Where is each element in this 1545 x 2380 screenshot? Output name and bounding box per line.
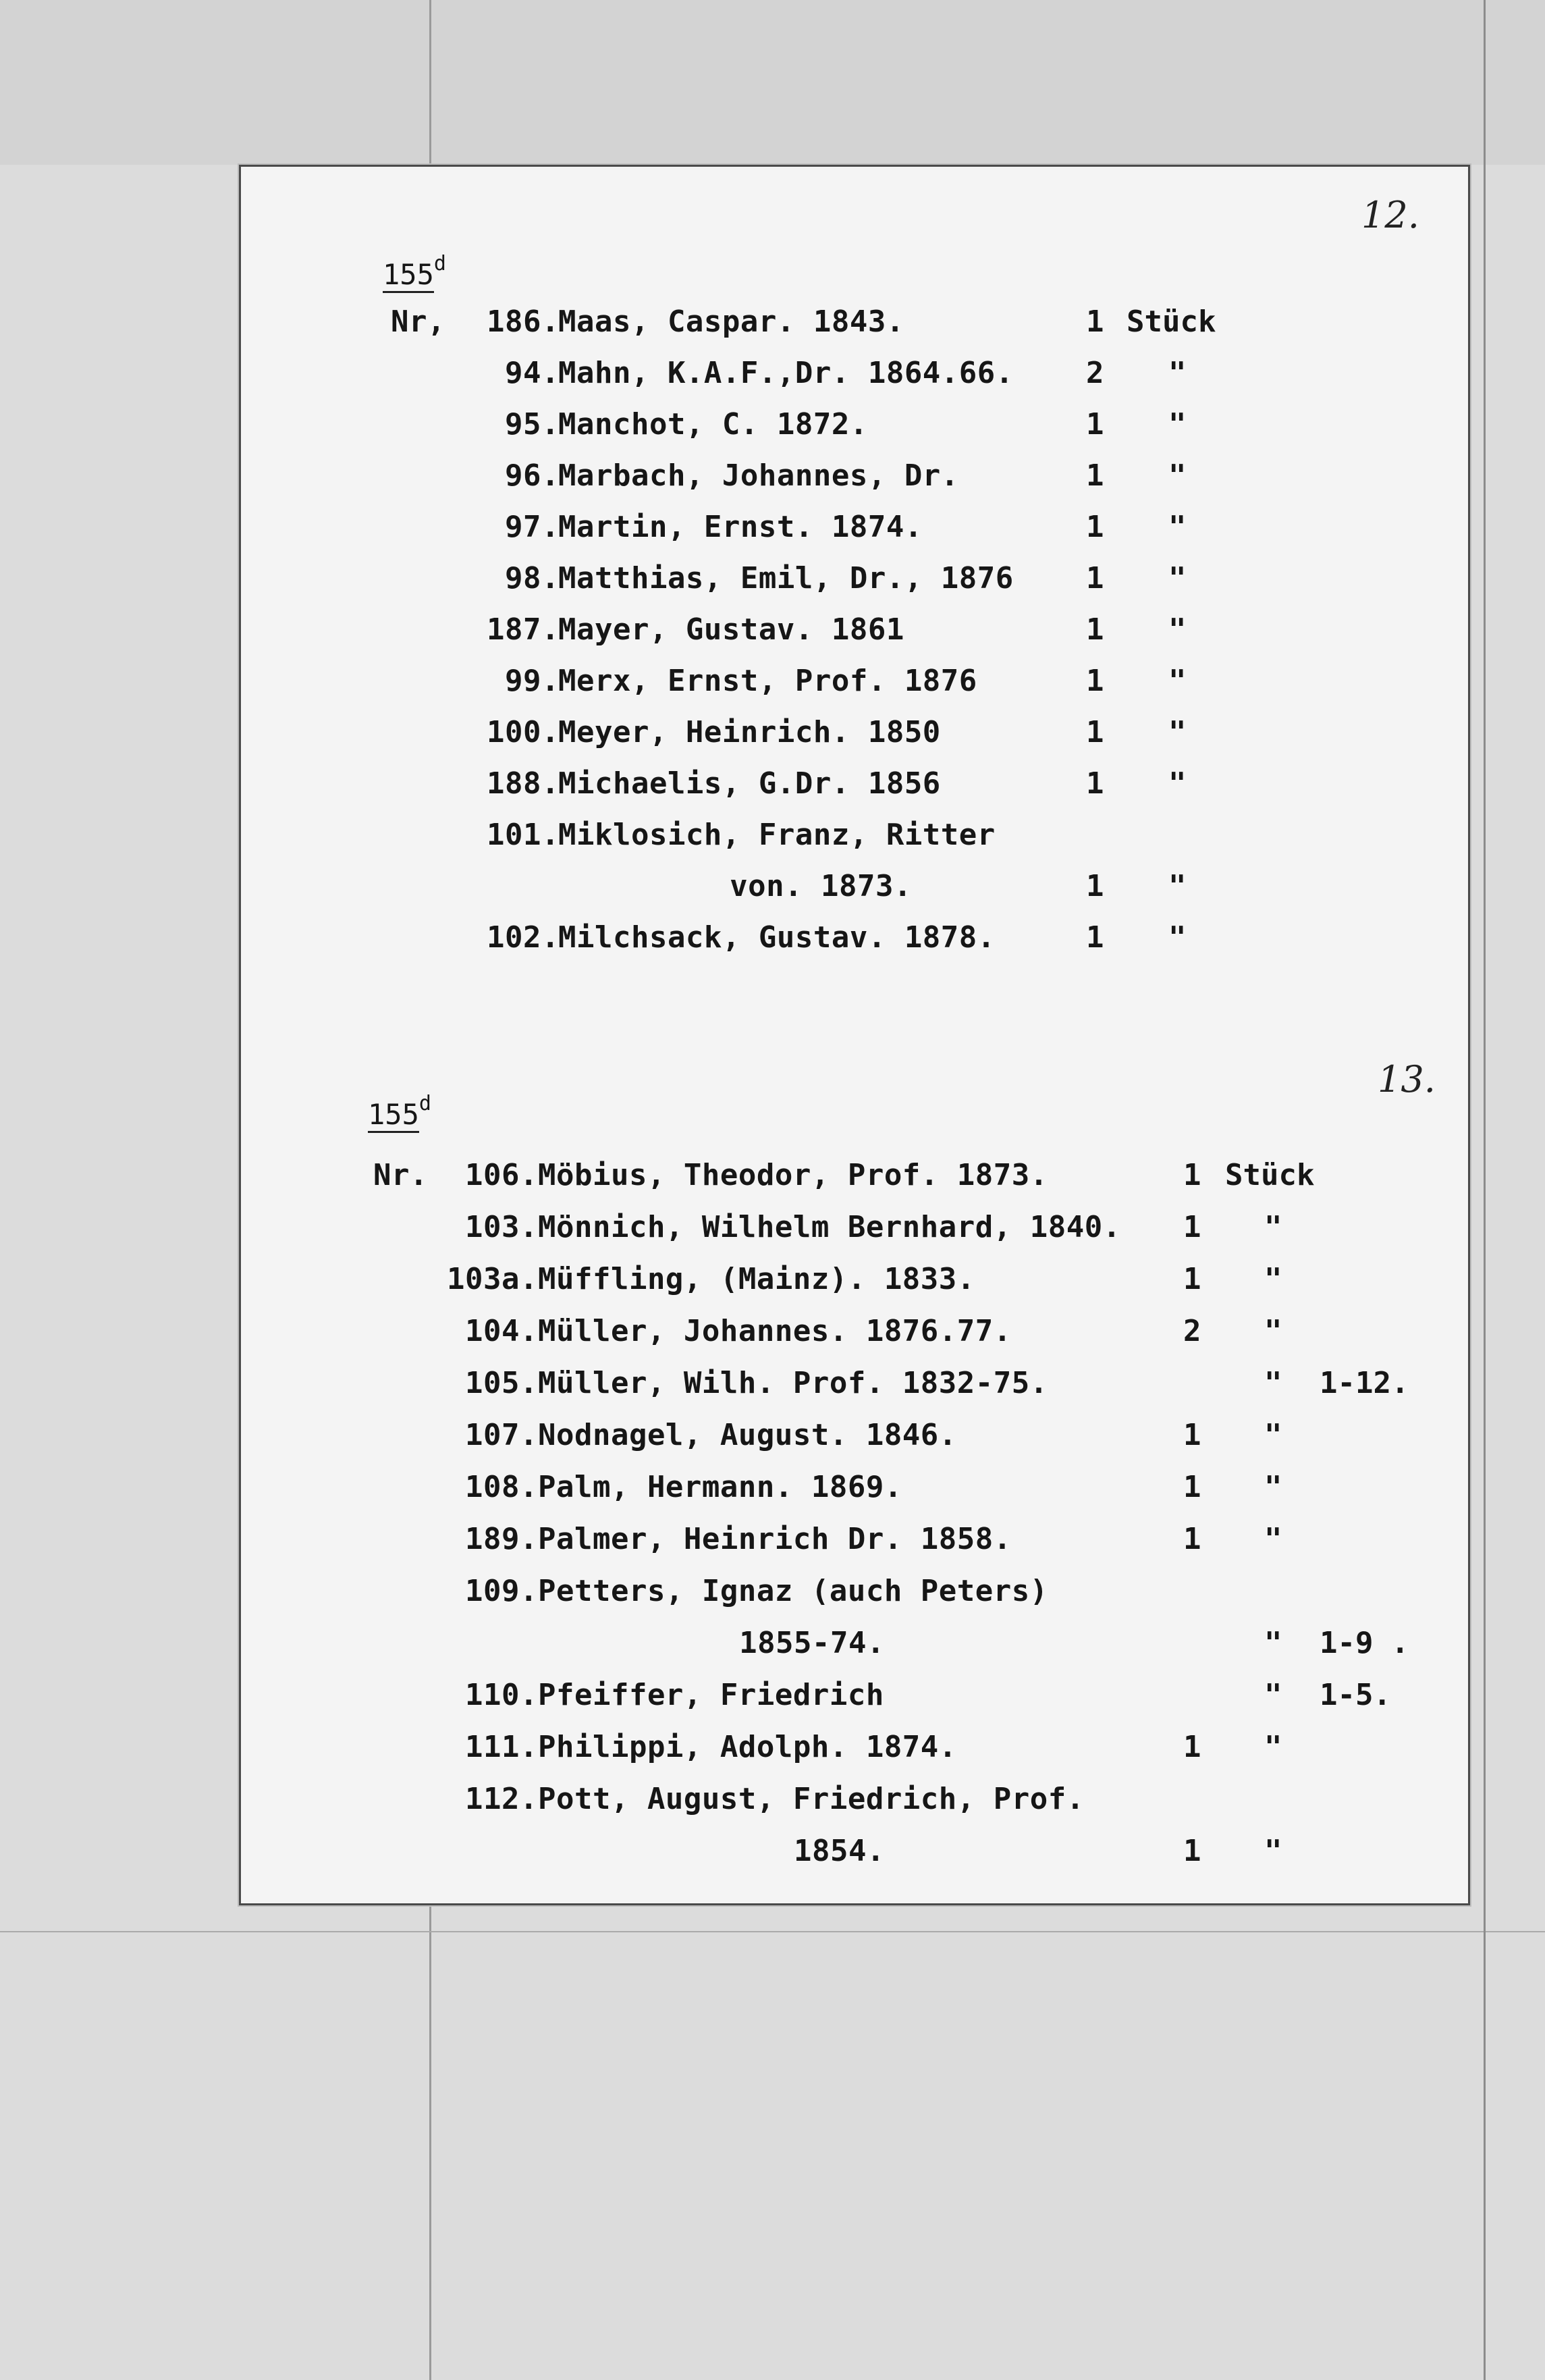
- nr-label: Nr.: [373, 1158, 428, 1192]
- entry-range: 1-5.: [1320, 1678, 1391, 1712]
- page-number-12: 12.: [1361, 194, 1419, 236]
- entry-number: 187.: [487, 612, 560, 647]
- entry-number: 108.: [465, 1470, 538, 1504]
- entry-number: 111.: [465, 1730, 538, 1764]
- entry-text: Petters, Ignaz (auch Peters): [538, 1574, 1048, 1608]
- signature-base: 155: [383, 258, 434, 293]
- entry-text: Palmer, Heinrich Dr. 1858.: [538, 1522, 1012, 1556]
- entry-number: 188.: [487, 766, 560, 801]
- entry-text-continued: 1855-74.: [739, 1626, 885, 1660]
- entry-text: Pfeiffer, Friedrich: [538, 1678, 884, 1712]
- signature-base: 155: [368, 1098, 419, 1133]
- entry-number: 99.: [505, 664, 560, 698]
- entry-count: 1: [1183, 1262, 1201, 1296]
- entry-count: 1: [1086, 869, 1104, 903]
- entry-number: 189.: [465, 1522, 538, 1556]
- entry-number: 107.: [465, 1418, 538, 1452]
- unit-label: Stück: [1127, 305, 1216, 339]
- entry-count: 1: [1183, 1730, 1201, 1764]
- ditto-mark: ": [1168, 407, 1187, 442]
- ditto-mark: ": [1168, 510, 1187, 544]
- entry-count: 1: [1086, 458, 1104, 493]
- entry-count: 1: [1183, 1210, 1201, 1244]
- ditto-mark: ": [1168, 766, 1187, 801]
- entry-text: Müffling, (Mainz). 1833.: [538, 1262, 975, 1296]
- ditto-mark: ": [1168, 356, 1187, 390]
- signature-sup: d: [418, 1092, 431, 1115]
- ditto-mark: ": [1168, 612, 1187, 647]
- entry-number: 106.: [465, 1158, 538, 1192]
- entry-text: Matthias, Emil, Dr., 1876: [558, 561, 1014, 596]
- entry-text: Nodnagel, August. 1846.: [538, 1418, 957, 1452]
- ditto-mark: ": [1264, 1262, 1282, 1296]
- entry-number: 103a.: [447, 1262, 538, 1296]
- entry-count: 1: [1183, 1158, 1201, 1192]
- ditto-mark: ": [1264, 1626, 1282, 1660]
- entry-text: Mahn, K.A.F.,Dr. 1864.66.: [558, 356, 1014, 390]
- entry-text: Mönnich, Wilhelm Bernhard, 1840.: [538, 1210, 1121, 1244]
- shelf-signature: [383, 252, 446, 291]
- entry-number: 110.: [465, 1678, 538, 1712]
- entry-text: Maas, Caspar. 1843.: [558, 305, 904, 339]
- entry-range: 1-12.: [1320, 1366, 1409, 1400]
- ditto-mark: ": [1264, 1834, 1282, 1868]
- ditto-mark: ": [1264, 1730, 1282, 1764]
- entry-count: 2: [1183, 1314, 1201, 1348]
- background-right-edge: [1484, 0, 1486, 2380]
- background-fold-line: [429, 1905, 431, 2380]
- background-edge-line: [0, 1931, 1545, 1932]
- entry-count: 1: [1086, 407, 1104, 442]
- entry-number: 112.: [465, 1782, 538, 1816]
- entry-number: 95.: [505, 407, 560, 442]
- entry-text: Merx, Ernst, Prof. 1876: [558, 664, 977, 698]
- entry-text: Palm, Hermann. 1869.: [538, 1470, 902, 1504]
- entry-text: Philippi, Adolph. 1874.: [538, 1730, 957, 1764]
- entry-text: Marbach, Johannes, Dr.: [558, 458, 959, 493]
- ditto-mark: ": [1264, 1314, 1282, 1348]
- entry-number: 109.: [465, 1574, 538, 1608]
- background-fold-line: [429, 0, 431, 165]
- unit-label: Stück: [1225, 1158, 1315, 1192]
- entry-number: 96.: [505, 458, 560, 493]
- entry-number: 102.: [487, 920, 560, 955]
- ditto-mark: ": [1168, 715, 1187, 749]
- entry-count: 1: [1086, 612, 1104, 647]
- ditto-mark: ": [1168, 561, 1187, 596]
- entry-count: 1: [1086, 715, 1104, 749]
- ditto-mark: ": [1168, 869, 1187, 903]
- entry-count: 1: [1086, 561, 1104, 596]
- page-number-13: 13.: [1378, 1058, 1436, 1101]
- entry-text: Michaelis, G.Dr. 1856: [558, 766, 941, 801]
- entry-number: 94.: [505, 356, 560, 390]
- ditto-mark: ": [1264, 1470, 1282, 1504]
- entry-range: 1-9 .: [1320, 1626, 1409, 1660]
- entry-count: 1: [1183, 1522, 1201, 1556]
- entry-text: Müller, Wilh. Prof. 1832-75.: [538, 1366, 1048, 1400]
- entry-text: Meyer, Heinrich. 1850: [558, 715, 941, 749]
- entry-number: 101.: [487, 818, 560, 852]
- ditto-mark: ": [1168, 920, 1187, 955]
- entry-text: Müller, Johannes. 1876.77.: [538, 1314, 1012, 1348]
- ditto-mark: ": [1264, 1418, 1282, 1452]
- entry-text: Mayer, Gustav. 1861: [558, 612, 904, 647]
- entry-count: 1: [1086, 766, 1104, 801]
- entry-count: 1: [1183, 1834, 1201, 1868]
- entry-count: 1: [1086, 664, 1104, 698]
- entry-number: 186.: [487, 305, 560, 339]
- entry-text: Möbius, Theodor, Prof. 1873.: [538, 1158, 1048, 1192]
- ditto-mark: ": [1264, 1522, 1282, 1556]
- entry-count: 1: [1183, 1470, 1201, 1504]
- shelf-signature: [368, 1092, 431, 1131]
- entry-text: Pott, August, Friedrich, Prof.: [538, 1782, 1085, 1816]
- entry-number: 103.: [465, 1210, 538, 1244]
- entry-count: 1: [1086, 510, 1104, 544]
- ditto-mark: ": [1168, 458, 1187, 493]
- entry-text: Milchsack, Gustav. 1878.: [558, 920, 996, 955]
- entry-count: 1: [1086, 305, 1104, 339]
- signature-sup: d: [433, 252, 446, 275]
- entry-text: Miklosich, Franz, Ritter: [558, 818, 996, 852]
- ditto-mark: ": [1264, 1366, 1282, 1400]
- entry-number: 105.: [465, 1366, 538, 1400]
- ditto-mark: ": [1264, 1210, 1282, 1244]
- entry-number: 97.: [505, 510, 560, 544]
- entry-count: 1: [1183, 1418, 1201, 1452]
- background-sheet-top: [0, 0, 1545, 165]
- entry-number: 104.: [465, 1314, 538, 1348]
- entry-text: Manchot, C. 1872.: [558, 407, 868, 442]
- nr-label: Nr,: [391, 305, 445, 339]
- entry-text-continued: 1854.: [794, 1834, 885, 1868]
- index-card: [239, 165, 1470, 1905]
- entry-text-continued: von. 1873.: [730, 869, 912, 903]
- ditto-mark: ": [1264, 1678, 1282, 1712]
- entry-number: 98.: [505, 561, 560, 596]
- ditto-mark: ": [1168, 664, 1187, 698]
- entry-number: 100.: [487, 715, 560, 749]
- entry-count: 2: [1086, 356, 1104, 390]
- entry-count: 1: [1086, 920, 1104, 955]
- entry-text: Martin, Ernst. 1874.: [558, 510, 923, 544]
